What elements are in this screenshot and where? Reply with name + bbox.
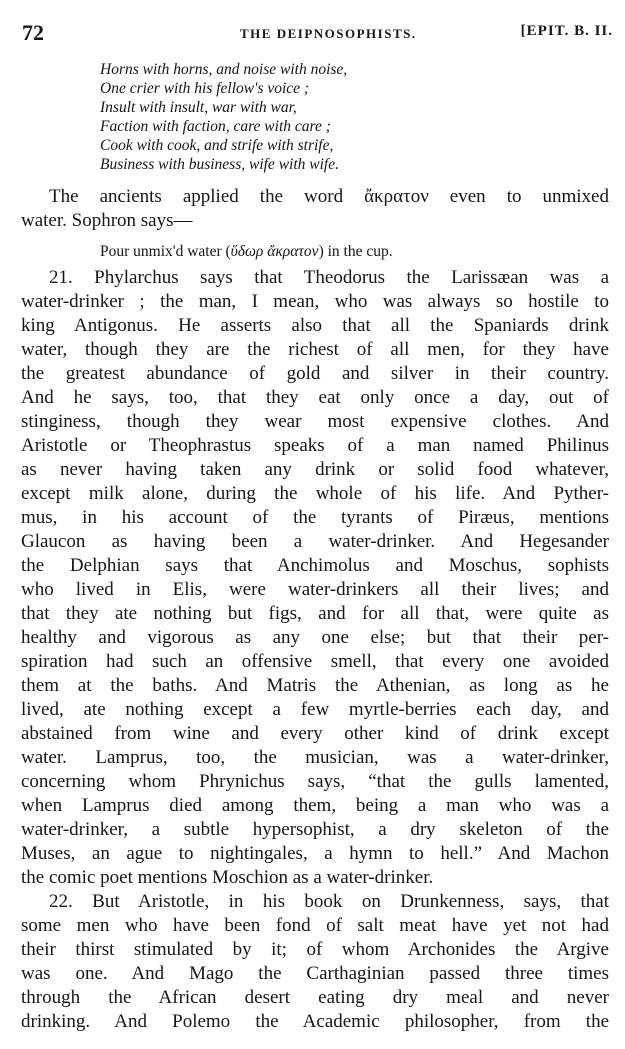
paragraph-ancients <box>21 185 609 233</box>
text-line: through the African desert eating dry meal and never <box>21 987 609 1008</box>
text-line: except milk alone, during the whole of his life. And Pyther- <box>21 483 609 504</box>
text-line: And he says, too, that they eat only once a day, out of <box>21 387 609 408</box>
quote-text-end: ) in the cup. <box>318 243 393 260</box>
text-line: concerning whom Phrynichus says, “that the gulls lamented, <box>21 771 609 792</box>
text-line: who lived in Elis, were water-drinkers all their lives; and <box>21 579 609 600</box>
text-line: them at the baths. And Matris the Athenian, as long as he <box>21 675 609 696</box>
verse-line: Horns with horns, and noise with noise, <box>100 61 348 78</box>
section-tag: [EPIT. B. II. <box>520 23 613 39</box>
paragraph-22 <box>21 890 609 1034</box>
sophron-quote <box>100 242 393 261</box>
page-header <box>22 20 613 46</box>
text-line: Glaucon as having been a water-drinker. And Hegesander <box>21 531 609 552</box>
text-line: their thirst stimulated by it; of whom Archonides the Argive <box>21 939 609 960</box>
verse-line: Cook with cook, and strife with strife, <box>100 137 334 154</box>
verse-line: Insult with insult, war with war, <box>100 99 297 116</box>
verse-block <box>100 60 347 174</box>
text-line: 22. But Aristotle, in his book on Drunkenness, says, that <box>49 891 609 912</box>
page-number: 72 <box>22 20 44 45</box>
text-line: healthy and vigorous as any one else; but that their per- <box>21 627 609 648</box>
text-line: king Antigonus. He asserts also that all the Spaniards drink <box>21 315 609 336</box>
text-line: some men who have been fond of salt meat have yet not had <box>21 915 609 936</box>
paragraph-21 <box>21 266 609 890</box>
text-line: stinginess, though they wear most expensive clothes. And <box>21 411 609 432</box>
text-line: water. Lamprus, too, the musician, was a water-drinker, <box>21 747 609 768</box>
running-title: THE DEIPNOSOPHISTS. <box>240 26 417 41</box>
text-line: the comic poet mentions Moschion as a water-drinker. <box>21 867 434 888</box>
verse-line: Business with business, wife with wife. <box>100 156 339 173</box>
text-line: drinking. And Polemo the Academic philosopher, from the <box>21 1011 609 1032</box>
text-line: lived, ate nothing except a few myrtle-berries each day, and <box>21 699 609 720</box>
text-line: water-drinker ; the man, I mean, who was always so hostile to <box>21 291 609 312</box>
verse-line: One crier with his fellow's voice ; <box>100 80 310 97</box>
text-line: Muses, an ague to nightingales, a hymn to hell.” And Machon <box>21 843 609 864</box>
text-line: the Delphian says that Anchimolus and Moschus, sophists <box>21 555 609 576</box>
text-line: Aristotle or Theophrastus speaks of a man named Philinus <box>21 435 609 456</box>
quote-greek: ὕδωρ ἄκρατον <box>230 243 319 260</box>
text-line: spiration had such an offensive smell, that every one avoided <box>21 651 609 672</box>
verse-line: Faction with faction, care with care ; <box>100 118 331 135</box>
text-line: abstained from wine and every other kind of drink except <box>21 723 609 744</box>
text-line: the greatest abundance of gold and silver in their country. <box>21 363 609 384</box>
text-line: water, though they are the richest of all men, for they have <box>21 339 609 360</box>
text-line: was one. And Mago the Carthaginian passed three times <box>21 963 609 984</box>
text-line: as never having taken any drink or solid food whatever, <box>21 459 609 480</box>
text-line: that they ate nothing but figs, and for all that, were quite as <box>21 603 609 624</box>
text-line: mus, in his account of the tyrants of Piræus, mentions <box>21 507 609 528</box>
text-line: when Lamprus died among them, being a man who was a <box>21 795 609 816</box>
text-line: The ancients applied the word ἄκρατον even to unmixed <box>49 186 609 207</box>
quote-text: Pour unmix'd water ( <box>100 243 231 260</box>
text-line: 21. Phylarchus says that Theodorus the Larissæan was a <box>49 267 609 288</box>
text-line: water. Sophron says— <box>21 210 193 231</box>
text-line: water-drinker, a subtle hypersophist, a dry skeleton of the <box>21 819 609 840</box>
